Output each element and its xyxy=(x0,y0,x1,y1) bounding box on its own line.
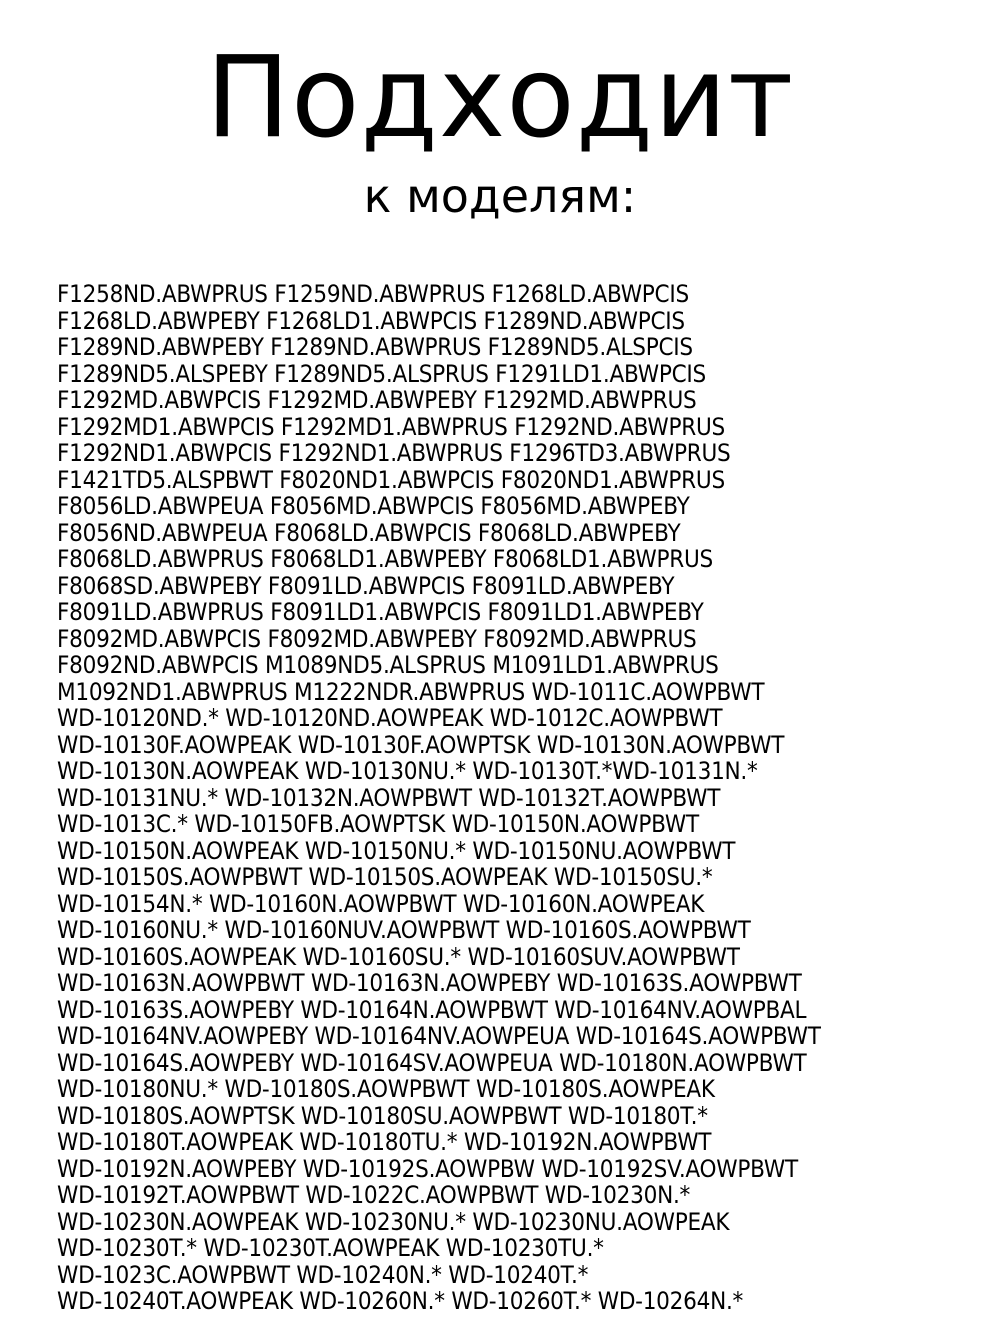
model-line: WD-10192N.AOWPEBY WD-10192S.AOWPBW WD-10192SV.AOWPBWT xyxy=(57,1154,798,1183)
model-line: WD-10160S.AOWPEAK WD-10160SU.* WD-10160SUV.AOWPBWT xyxy=(57,942,740,971)
model-line: F8068SD.ABWPEBY F8091LD.ABWPCIS F8091LD.ABWPEBY xyxy=(57,571,675,600)
model-line: F8056LD.ABWPEUA F8056MD.ABWPCIS F8056MD.ABWPEBY xyxy=(57,492,690,520)
model-line: M1092ND1.ABWPRUS M1222NDR.ABWPRUS WD-1011C.AOWPBWT xyxy=(57,677,765,706)
model-line: WD-10164S.AOWPEBY WD-10164SV.AOWPEUA WD-10180N.AOWPBWT xyxy=(57,1048,807,1077)
model-line: WD-10164NV.AOWPEBY WD-10164NV.AOWPEUA WD-10164S.AOWPBWT xyxy=(57,1022,821,1050)
model-line: F1289ND.ABWPEBY F1289ND.ABWPRUS F1289ND5.ALSPCIS xyxy=(57,333,693,361)
model-line: WD-10160NU.* WD-10160NUV.AOWPBWT WD-10160S.AOWPBWT xyxy=(57,916,751,944)
model-line: F1258ND.ABWPRUS F1259ND.ABWPRUS F1268LD.ABWPCIS xyxy=(57,280,689,308)
model-line: F8091LD.ABWPRUS F8091LD1.ABWPCIS F8091LD1.ABWPEBY xyxy=(57,598,704,626)
model-line: F1268LD.ABWPEBY F1268LD1.ABWPCIS F1289ND.ABWPCIS xyxy=(57,306,685,335)
page-title: Подходит xyxy=(205,33,795,163)
model-line: WD-10240T.AOWPEAK WD-10260N.* WD-10260T.* WD-10264N.* xyxy=(57,1287,744,1315)
model-line: WD-10150N.AOWPEAK WD-10150NU.* WD-10150NU.AOWPBWT xyxy=(57,836,736,865)
model-line: WD-10230T.* WD-10230T.AOWPEAK WD-10230TU.* xyxy=(57,1234,604,1262)
model-line: WD-10130F.AOWPEAK WD-10130F.AOWPTSK WD-10130N.AOWPBWT xyxy=(57,730,785,759)
model-line: WD-10192T.AOWPBWT WD-1022C.AOWPBWT WD-10230N.* xyxy=(57,1181,691,1209)
model-line: F1289ND5.ALSPEBY F1289ND5.ALSPRUS F1291LD1.ABWPCIS xyxy=(57,359,706,388)
page-subtitle: к моделям: xyxy=(363,169,637,223)
model-line: WD-10230N.AOWPEAK WD-10230NU.* WD-10230NU.AOWPEAK xyxy=(57,1207,730,1236)
model-line: WD-10180S.AOWPTSK WD-10180SU.AOWPBWT WD-10180T.* xyxy=(57,1101,708,1130)
model-line: WD-10150S.AOWPBWT WD-10150S.AOWPEAK WD-10150SU.* xyxy=(57,863,713,891)
model-line: F8092ND.ABWPCIS M1089ND5.ALSPRUS M1091LD1.ABWPRUS xyxy=(57,651,719,679)
model-line: F1421TD5.ALSPBWT F8020ND1.ABWPCIS F8020ND1.ABWPRUS xyxy=(57,465,725,494)
model-line: WD-10120ND.* WD-10120ND.AOWPEAK WD-1012C.AOWPBWT xyxy=(57,704,723,732)
model-line: F8056ND.ABWPEUA F8068LD.ABWPCIS F8068LD.ABWPEBY xyxy=(57,518,681,547)
model-line: F8092MD.ABWPCIS F8092MD.ABWPEBY F8092MD.ABWPRUS xyxy=(57,624,697,653)
model-line: WD-10180NU.* WD-10180S.AOWPBWT WD-10180S.AOWPEAK xyxy=(57,1075,715,1103)
model-line: F1292MD.ABWPCIS F1292MD.ABWPEBY F1292MD.ABWPRUS xyxy=(57,386,697,414)
model-line: WD-10154N.* WD-10160N.AOWPBWT WD-10160N.AOWPEAK xyxy=(57,889,705,918)
model-line: F8068LD.ABWPRUS F8068LD1.ABWPEBY F8068LD1.ABWPRUS xyxy=(57,545,713,573)
model-line: WD-1023C.AOWPBWT WD-10240N.* WD-10240T.* xyxy=(57,1260,589,1289)
model-line: WD-10163S.AOWPEBY WD-10164N.AOWPBWT WD-10164NV.AOWPBAL xyxy=(57,995,807,1024)
model-line: F1292ND1.ABWPCIS F1292ND1.ABWPRUS F1296TD3.ABWPRUS xyxy=(57,439,731,467)
model-line: WD-10131NU.* WD-10132N.AOWPBWT WD-10132T.AOWPBWT xyxy=(57,783,721,812)
model-line: WD-10163N.AOWPBWT WD-10163N.AOWPEBY WD-10163S.AOWPBWT xyxy=(57,969,802,997)
model-line: WD-10130N.AOWPEAK WD-10130NU.* WD-10130T.*WD-10131N.* xyxy=(57,757,758,785)
model-line: WD-10180T.AOWPEAK WD-10180TU.* WD-10192N.AOWPBWT xyxy=(57,1128,712,1156)
model-line: F1292MD1.ABWPCIS F1292MD1.ABWPRUS F1292ND.ABWPRUS xyxy=(57,412,725,441)
model-line: WD-1013C.* WD-10150FB.AOWPTSK WD-10150N.AOWPBWT xyxy=(57,810,699,838)
compatible-models-list xyxy=(57,281,1000,1315)
